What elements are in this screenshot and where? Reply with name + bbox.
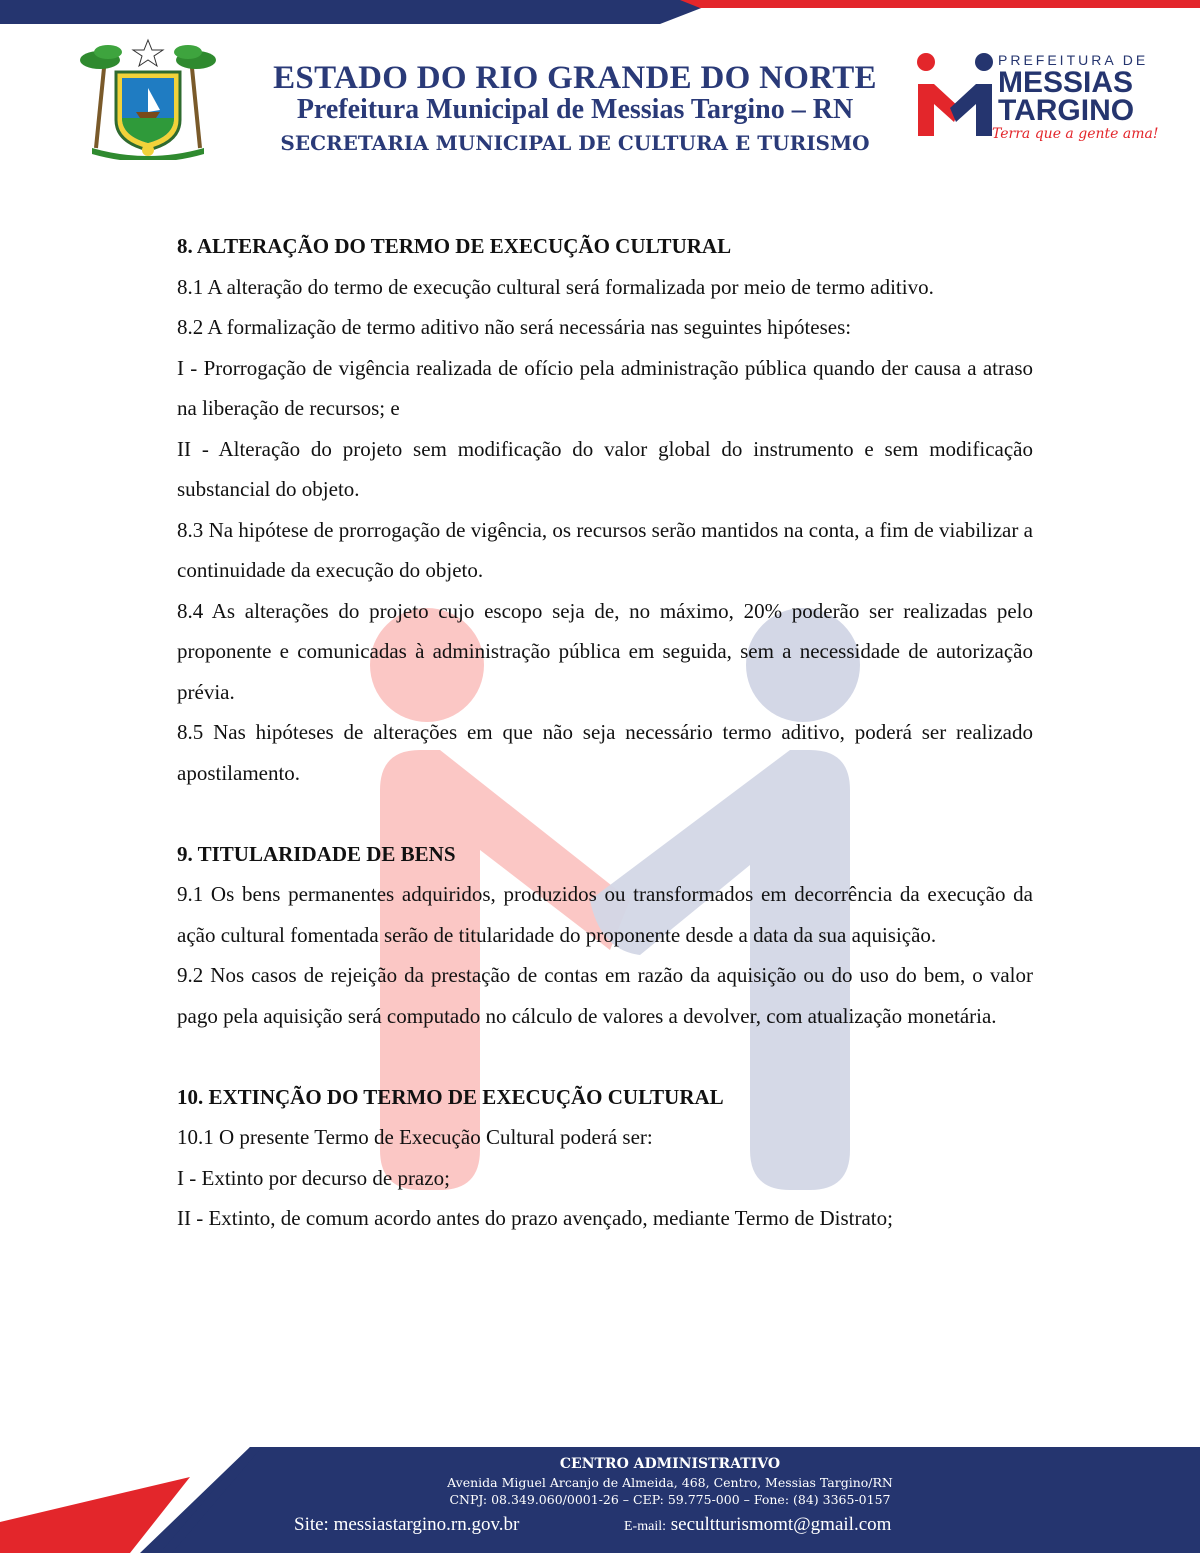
footer-info [220, 1454, 1120, 1508]
paragraph: 9.2 Nos casos de rejeição da prestação de contas em razão da aquisição ou do uso do bem, o valor pago pela aquisição será computado no cálculo de valores a devolver, com atualização monetária. [177, 963, 1033, 1028]
paragraph: 8.5 Nas hipóteses de alterações em que não seja necessário termo aditivo, poderá ser realizado apostilamento. [177, 720, 1033, 785]
footer-ids: CNPJ: 08.349.060/0001-26 – CEP: 59.775-000 – Fone: (84) 3365-0157 [449, 1492, 891, 1507]
section-spacer [177, 793, 1033, 834]
state-coat-of-arms-emblem [78, 38, 218, 160]
footer-title: CENTRO ADMINISTRATIVO [559, 1456, 781, 1472]
section-10 [177, 1077, 1033, 1239]
section-8 [177, 226, 1033, 793]
footer-email-label: E-mail: [624, 1519, 666, 1534]
section-title: 10. EXTINÇÃO DO TERMO DE EXECUÇÃO CULTURAL [177, 1084, 724, 1109]
paragraph: 8.1 A alteração do termo de execução cultural será formalizada por meio de termo aditivo. [177, 274, 934, 299]
brand-logo-name-2: TARGINO [998, 94, 1135, 127]
header-state-name: ESTADO DO RIO GRANDE DO NORTE [273, 60, 877, 96]
document-body [177, 226, 1033, 1239]
header-secretariat-name: SECRETARIA MUNICIPAL DE CULTURA E TURISMO [280, 131, 870, 155]
messias-targino-brand-logo [912, 48, 1162, 144]
footer-address: Avenida Miguel Arcanjo de Almeida, 468, Centro, Messias Targino/RN [447, 1475, 893, 1490]
paragraph: I - Extinto por decurso de prazo; [177, 1165, 450, 1190]
section-9 [177, 834, 1033, 1037]
section-title: 9. TITULARIDADE DE BENS [177, 841, 456, 866]
paragraph: 8.3 Na hipótese de prorrogação de vigência, os recursos serão mantidos na conta, a fim de viabilizar a continuidade da execução do objeto. [177, 517, 1033, 582]
paragraph: II - Alteração do projeto sem modificação do valor global do instrumento e sem modificação substancial do objeto. [177, 436, 1033, 501]
header-prefecture-name: Prefeitura Municipal de Messias Targino – RN [296, 94, 854, 125]
brand-logo-top-text: PREFEITURA DE [998, 52, 1149, 68]
header-title-block [240, 62, 910, 158]
footer-email-address[interactable]: secultturismomt@gmail.com [670, 1514, 892, 1535]
footer-site-link[interactable]: Site: messiastargino.rn.gov.br [294, 1514, 520, 1535]
paragraph: 8.2 A formalização de termo aditivo não será necessária nas seguintes hipóteses: [177, 315, 852, 339]
paragraph: 8.4 As alterações do projeto cujo escopo seja de, no máximo, 20% poderão ser realizadas pelo proponente e comunicadas à administração pública em seguida, sem a necessidade de autorização prévia. [177, 598, 1033, 704]
brand-logo-tagline: Terra que a gente ama! [992, 126, 1159, 142]
top-decorative-band [0, 0, 1200, 24]
section-title: 8. ALTERAÇÃO DO TERMO DE EXECUÇÃO CULTURAL [177, 234, 732, 258]
paragraph: 9.1 Os bens permanentes adquiridos, produzidos ou transformados em decorrência da execução da ação cultural fomentada serão de titularidade do proponente desde a data da sua aquisição. [177, 882, 1033, 947]
paragraph: II - Extinto, de comum acordo antes do prazo avençado, mediante Termo de Distrato; [177, 1206, 893, 1230]
paragraph: 10.1 O presente Termo de Execução Cultural poderá ser: [177, 1125, 653, 1149]
paragraph: I - Prorrogação de vigência realizada de ofício pela administração pública quando der causa a atraso na liberação de recursos; e [177, 355, 1033, 420]
section-spacer [177, 1036, 1033, 1077]
footer-email[interactable] [624, 1514, 891, 1536]
brand-logo-name-1: MESSIAS [998, 66, 1134, 99]
